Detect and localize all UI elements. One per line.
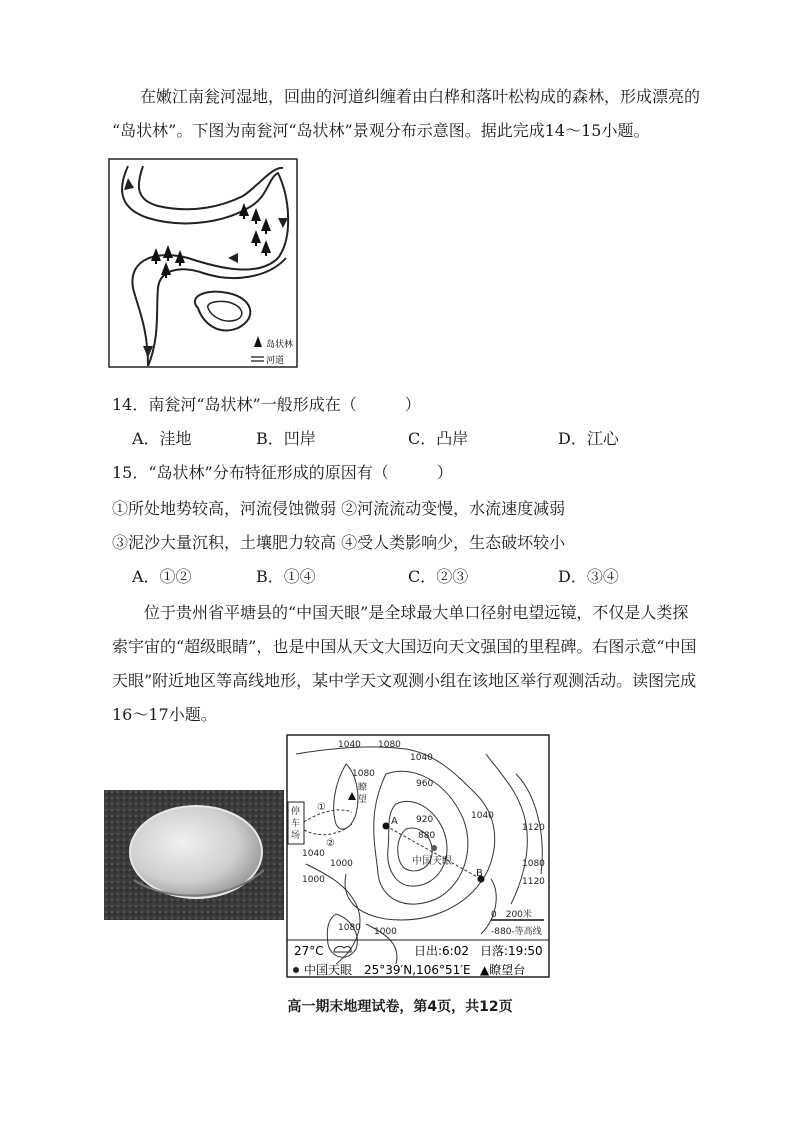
contour-label: 1120 [522,877,545,887]
temperature: 27°C [294,944,324,958]
contour-label: 1080 [338,923,361,933]
contour-label: 1040 [302,849,325,859]
fast-marker-icon [431,845,437,851]
contour-label: 1080 [352,769,375,779]
sunset: 日落:19:50 [480,944,543,958]
svg-text:车: 车 [291,819,301,829]
figure1-legend [251,336,293,366]
contour-label: 1000 [302,875,325,885]
contour-legend-label: -880-等高线 [491,927,542,937]
q14-option-a[interactable]: A．洼地 [132,429,192,448]
route1-label: ① [317,802,326,813]
contour-label: 1120 [522,823,545,833]
scale-label: 0 200米 [491,910,532,920]
intro2-line3: 天眼”附近地区等高线地形，某中学天文观测小组在该地区举行观测活动。读图完成 [112,671,697,690]
route2-label: ② [326,838,335,849]
forest-cluster-2 [151,245,185,278]
q14-option-d[interactable]: D．江心 [558,429,619,448]
q15-option-b[interactable]: B．①④ [256,567,316,586]
contour-label: 1040 [471,811,494,821]
page-footer: 高一期末地理试卷，第4页，共12页 [287,999,513,1015]
q15-option-d[interactable]: D．③④ [558,567,619,586]
q15-stem: 15．“岛状林”分布特征形成的原因有（ ） [112,463,453,482]
legend-forest-label: 岛状林 [266,340,294,350]
contour-label: 920 [416,815,434,825]
location-pin-icon [293,967,299,973]
point-a [383,823,390,830]
intro2-line4: 16～17小题。 [112,705,217,724]
sunrise: 日出:6:02 [414,944,469,958]
forest-cluster-1 [239,203,271,256]
contour-label: 1000 [330,859,353,869]
intro2-line1: 位于贵州省平塘县的“中国天眼”是全球最大单口径射电望远镜，不仅是人类探 [144,603,689,622]
q14-option-c[interactable]: C．凸岸 [408,429,469,448]
contour-label: 1040 [338,740,361,750]
q15-reasons-line1: ①所处地势较高，河流侵蚀微弱 ②河流流动变慢，水流速度减弱 [112,499,566,518]
contour-map [286,734,550,978]
lookout-legend: ▲瞭望台 [480,963,526,977]
contour-label: 1000 [374,927,397,937]
q14-option-b[interactable]: B．凹岸 [256,429,316,448]
contour-label: 1040 [410,753,433,763]
svg-text:望: 望 [358,795,368,805]
contour-label: 1080 [522,859,545,869]
legend-river-label: 河道 [266,356,285,366]
parking-label-1: 停 [291,807,301,817]
contour-label: 1080 [378,740,401,750]
svg-text:场: 场 [291,831,301,841]
island-forest-figure [108,158,298,368]
contour-label: 960 [416,779,434,789]
forest-legend-icon [254,336,262,347]
point-b-label: B [476,868,483,879]
location: 中国天眼 25°39′N,106°51′E [304,963,471,977]
fast-photo [104,790,284,920]
intro1-line2: “岛状林”。下图为南瓮河“岛状林”景观分布示意图。据此完成14～15小题。 [112,121,650,140]
point-a-label: A [391,816,398,827]
intro2-line2: 索宇宙的“超级眼睛”，也是中国从天文大国迈向天文强国的里程碑。右图示意“中国 [112,637,697,656]
q15-reasons-line2: ③泥沙大量沉积，土壤肥力较高 ④受人类影响少，生态破坏较小 [112,533,566,552]
q15-option-c[interactable]: C．②③ [408,567,469,586]
q15-option-a[interactable]: A．①② [132,567,192,586]
contour-label: 880 [418,831,436,841]
fast-map-label: 中国天眼 [412,856,452,867]
intro1-line1: 在嫩江南瓮河湿地，回曲的河道纠缠着由白桦和落叶松构成的森林，形成漂亮的 [140,87,701,106]
lookout-label: 瞭 [358,783,368,793]
q14-stem: 14．南瓮河“岛状林”一般形成在（ ） [112,395,421,414]
